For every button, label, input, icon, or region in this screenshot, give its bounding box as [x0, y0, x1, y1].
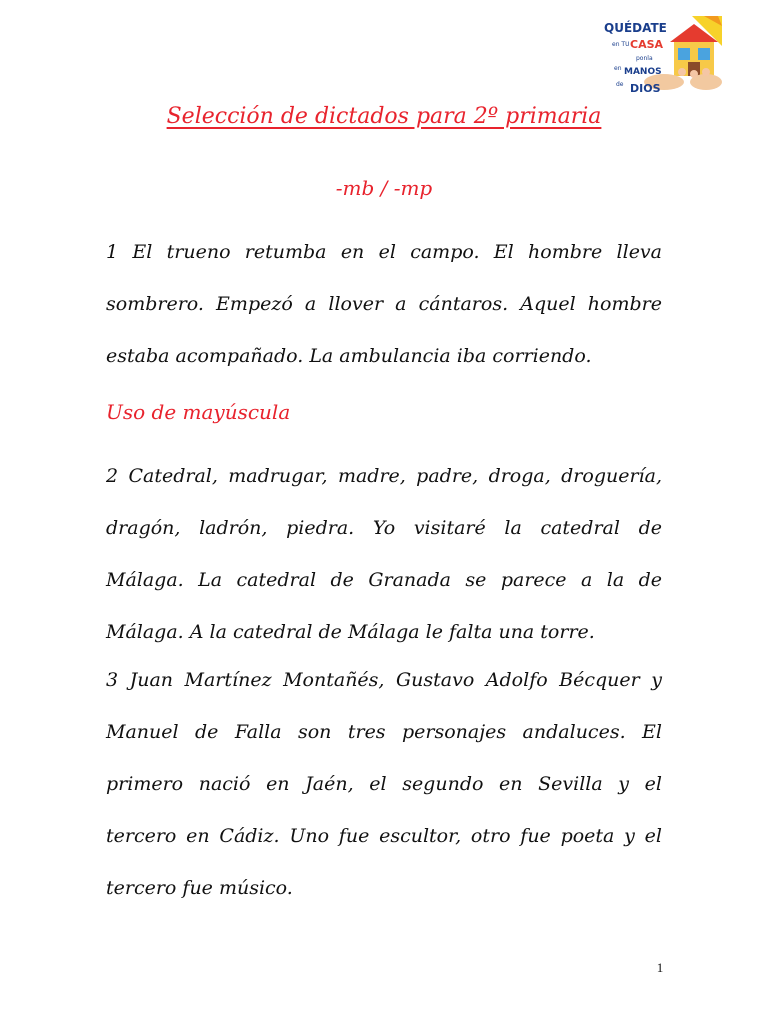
paragraph-line: primero nació en Jaén, el segundo en Sevilla y el [106, 773, 662, 795]
paragraph-line: Málaga. A la catedral de Málaga le falta una torre. [106, 621, 595, 643]
page-title: Selección de dictados para 2º primaria [166, 104, 602, 129]
page-number: 1 [656, 960, 664, 975]
logo-quedate-en-tu-casa [600, 16, 722, 96]
section-subtitle-mb-mp: -mb / -mp [335, 176, 433, 200]
paragraph-line: Málaga. La catedral de Granada se parece a la de [106, 569, 662, 591]
paragraph-line: tercero fue músico. [106, 877, 293, 899]
paragraph-line: 2 Catedral, madrugar, madre, padre, droga, droguería, [106, 465, 662, 487]
dictation-paragraph-1 [106, 238, 662, 394]
paragraph-line: 1 El trueno retumba en el campo. El hombre lleva [106, 241, 662, 263]
logo-text-en-tu: en TU [612, 41, 630, 48]
paragraph-line: sombrero. Empezó a llover a cántaros. Aquel hombre [106, 293, 662, 315]
paragraph-line: 3 Juan Martínez Montañés, Gustavo Adolfo Bécquer y [106, 669, 662, 691]
section-heading-uso-de-mayuscula: Uso de mayúscula [106, 400, 291, 424]
paragraph-line: tercero en Cádiz. Uno fue escultor, otro fue poeta y el [106, 825, 662, 847]
paragraph-line: Manuel de Falla son tres personajes andaluces. El [106, 721, 662, 743]
logo-text-quedate: QUÉDATE [604, 21, 667, 35]
dictation-paragraph-3 [106, 666, 662, 926]
logo-text-ponla: ponla [636, 55, 653, 62]
paragraph-line: estaba acompañado. La ambulancia iba corriendo. [106, 345, 592, 367]
logo-text-casa: CASA [630, 38, 664, 51]
dictation-paragraph-2 [106, 462, 662, 670]
logo-text-dios: DIOS [630, 82, 661, 95]
logo-text-de: de [616, 81, 624, 88]
paragraph-line: dragón, ladrón, piedra. Yo visitaré la catedral de [106, 517, 662, 539]
logo-text-manos: MANOS [624, 67, 662, 77]
logo-text-en: en [614, 65, 622, 72]
